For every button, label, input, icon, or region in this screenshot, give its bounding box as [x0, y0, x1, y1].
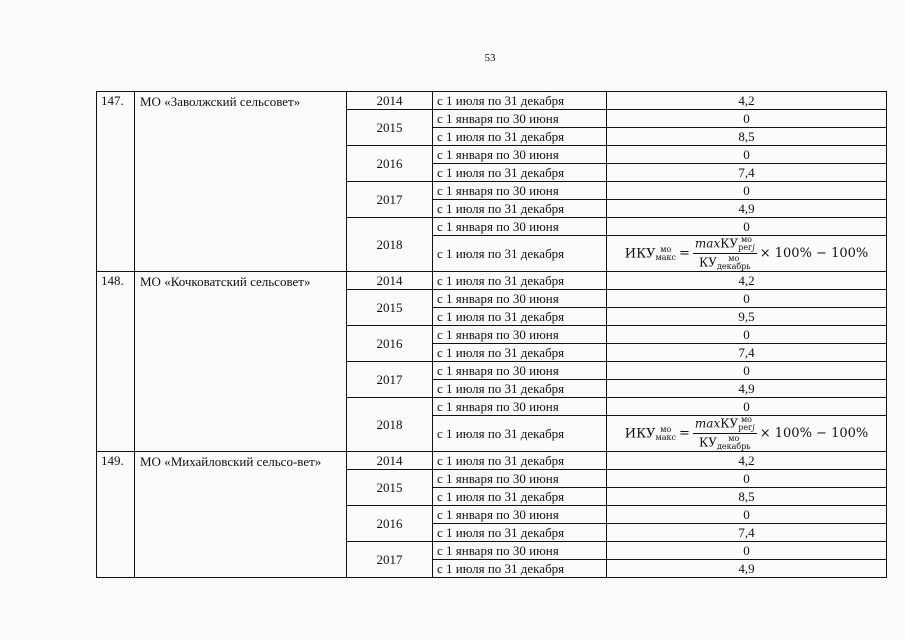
value-cell: 0	[607, 326, 887, 344]
year-cell: 2016	[347, 146, 433, 182]
period-cell: с 1 января по 30 июня	[433, 110, 607, 128]
period-cell: с 1 июля по 31 декабря	[433, 308, 607, 326]
period-cell: с 1 июля по 31 декабря	[433, 128, 607, 146]
formula-lhs: ИКУ	[624, 246, 656, 261]
value-cell: 0	[607, 110, 887, 128]
formula-lhs-sub: макс	[655, 252, 677, 262]
year-cell: 2016	[347, 326, 433, 362]
value-cell: 0	[607, 506, 887, 524]
value-cell: 0	[607, 470, 887, 488]
table-row	[97, 452, 887, 470]
formula-rhs: × 100% − 100%	[759, 246, 869, 261]
formula-num-sub: рег	[738, 423, 753, 432]
formula	[625, 416, 869, 451]
formula-eq: =	[679, 246, 690, 261]
formula-den-ku: КУ	[698, 255, 717, 270]
value-cell: 4,9	[607, 560, 887, 578]
period-cell: с 1 июля по 31 декабря	[433, 524, 607, 542]
period-cell: с 1 января по 30 июня	[433, 290, 607, 308]
formula-num-sup: мо	[740, 415, 752, 424]
formula-cell	[607, 236, 887, 272]
formula-cell	[607, 416, 887, 452]
period-cell: с 1 июля по 31 декабря	[433, 380, 607, 398]
formula-den-sup: мо	[728, 254, 740, 263]
period-cell: с 1 июля по 31 декабря	[433, 236, 607, 272]
formula-den-sub: декабрь	[716, 262, 751, 271]
period-cell: с 1 июля по 31 декабря	[433, 164, 607, 182]
period-cell: с 1 января по 30 июня	[433, 506, 607, 524]
formula-lhs-sup: мо	[660, 424, 672, 434]
period-cell: с 1 января по 30 июня	[433, 470, 607, 488]
formula-num-j: j	[752, 423, 755, 432]
year-cell: 2014	[347, 452, 433, 470]
value-cell: 0	[607, 542, 887, 560]
value-cell: 4,9	[607, 200, 887, 218]
period-cell: с 1 июля по 31 декабря	[433, 200, 607, 218]
formula-num-j: j	[752, 243, 755, 252]
table-row	[97, 92, 887, 110]
year-cell: 2017	[347, 362, 433, 398]
period-cell: с 1 июля по 31 декабря	[433, 272, 607, 290]
formula-num-max: max	[694, 416, 721, 431]
municipality-name: МО «Михайловский сельсо-вет»	[135, 452, 347, 578]
value-cell: 4,9	[607, 380, 887, 398]
value-cell: 8,5	[607, 128, 887, 146]
value-cell: 0	[607, 398, 887, 416]
value-cell: 4,2	[607, 92, 887, 110]
formula-num-sub: рег	[738, 243, 753, 252]
value-cell: 9,5	[607, 308, 887, 326]
value-cell: 0	[607, 290, 887, 308]
period-cell: с 1 января по 30 июня	[433, 362, 607, 380]
period-cell: с 1 июля по 31 декабря	[433, 560, 607, 578]
value-cell: 0	[607, 146, 887, 164]
municipality-name: МО «Кочковатский сельсовет»	[135, 272, 347, 452]
year-cell: 2015	[347, 290, 433, 326]
formula-den-sup: мо	[728, 434, 740, 443]
formula-num-ku: КУ	[720, 416, 739, 431]
year-cell: 2015	[347, 110, 433, 146]
period-cell: с 1 января по 30 июня	[433, 218, 607, 236]
value-cell: 4,2	[607, 272, 887, 290]
value-cell: 8,5	[607, 488, 887, 506]
value-cell: 0	[607, 218, 887, 236]
formula-eq: =	[679, 426, 690, 441]
table-row	[97, 272, 887, 290]
year-cell: 2014	[347, 92, 433, 110]
formula-fraction	[693, 416, 757, 451]
formula-rhs: × 100% − 100%	[759, 426, 869, 441]
year-cell: 2016	[347, 506, 433, 542]
period-cell: с 1 июля по 31 декабря	[433, 416, 607, 452]
period-cell: с 1 января по 30 июня	[433, 326, 607, 344]
year-cell: 2017	[347, 182, 433, 218]
value-cell: 4,2	[607, 452, 887, 470]
period-cell: с 1 июля по 31 декабря	[433, 452, 607, 470]
period-cell: с 1 января по 30 июня	[433, 542, 607, 560]
year-cell: 2018	[347, 398, 433, 452]
tariff-table	[96, 91, 887, 578]
period-cell: с 1 июля по 31 декабря	[433, 344, 607, 362]
formula-lhs-sup: мо	[660, 244, 672, 254]
period-cell: с 1 января по 30 июня	[433, 398, 607, 416]
value-cell: 0	[607, 362, 887, 380]
period-cell: с 1 июля по 31 декабря	[433, 92, 607, 110]
formula	[625, 236, 869, 271]
municipality-name: МО «Заволжский сельсовет»	[135, 92, 347, 272]
period-cell: с 1 января по 30 июня	[433, 182, 607, 200]
value-cell: 7,4	[607, 344, 887, 362]
formula-den-sub: декабрь	[716, 442, 751, 451]
formula-fraction	[693, 236, 757, 271]
value-cell: 7,4	[607, 524, 887, 542]
year-cell: 2017	[347, 542, 433, 578]
row-number: 148.	[97, 272, 135, 452]
period-cell: с 1 июля по 31 декабря	[433, 488, 607, 506]
page-number: 53	[484, 52, 496, 64]
value-cell: 7,4	[607, 164, 887, 182]
formula-num-sup: мо	[740, 235, 752, 244]
value-cell: 0	[607, 182, 887, 200]
year-cell: 2015	[347, 470, 433, 506]
row-number: 147.	[97, 92, 135, 272]
row-number: 149.	[97, 452, 135, 578]
year-cell: 2018	[347, 218, 433, 272]
formula-den-ku: КУ	[698, 435, 717, 450]
year-cell: 2014	[347, 272, 433, 290]
formula-lhs-sub: макс	[655, 432, 677, 442]
period-cell: с 1 января по 30 июня	[433, 146, 607, 164]
formula-lhs: ИКУ	[624, 426, 656, 441]
formula-num-max: max	[694, 236, 721, 251]
formula-num-ku: КУ	[720, 236, 739, 251]
